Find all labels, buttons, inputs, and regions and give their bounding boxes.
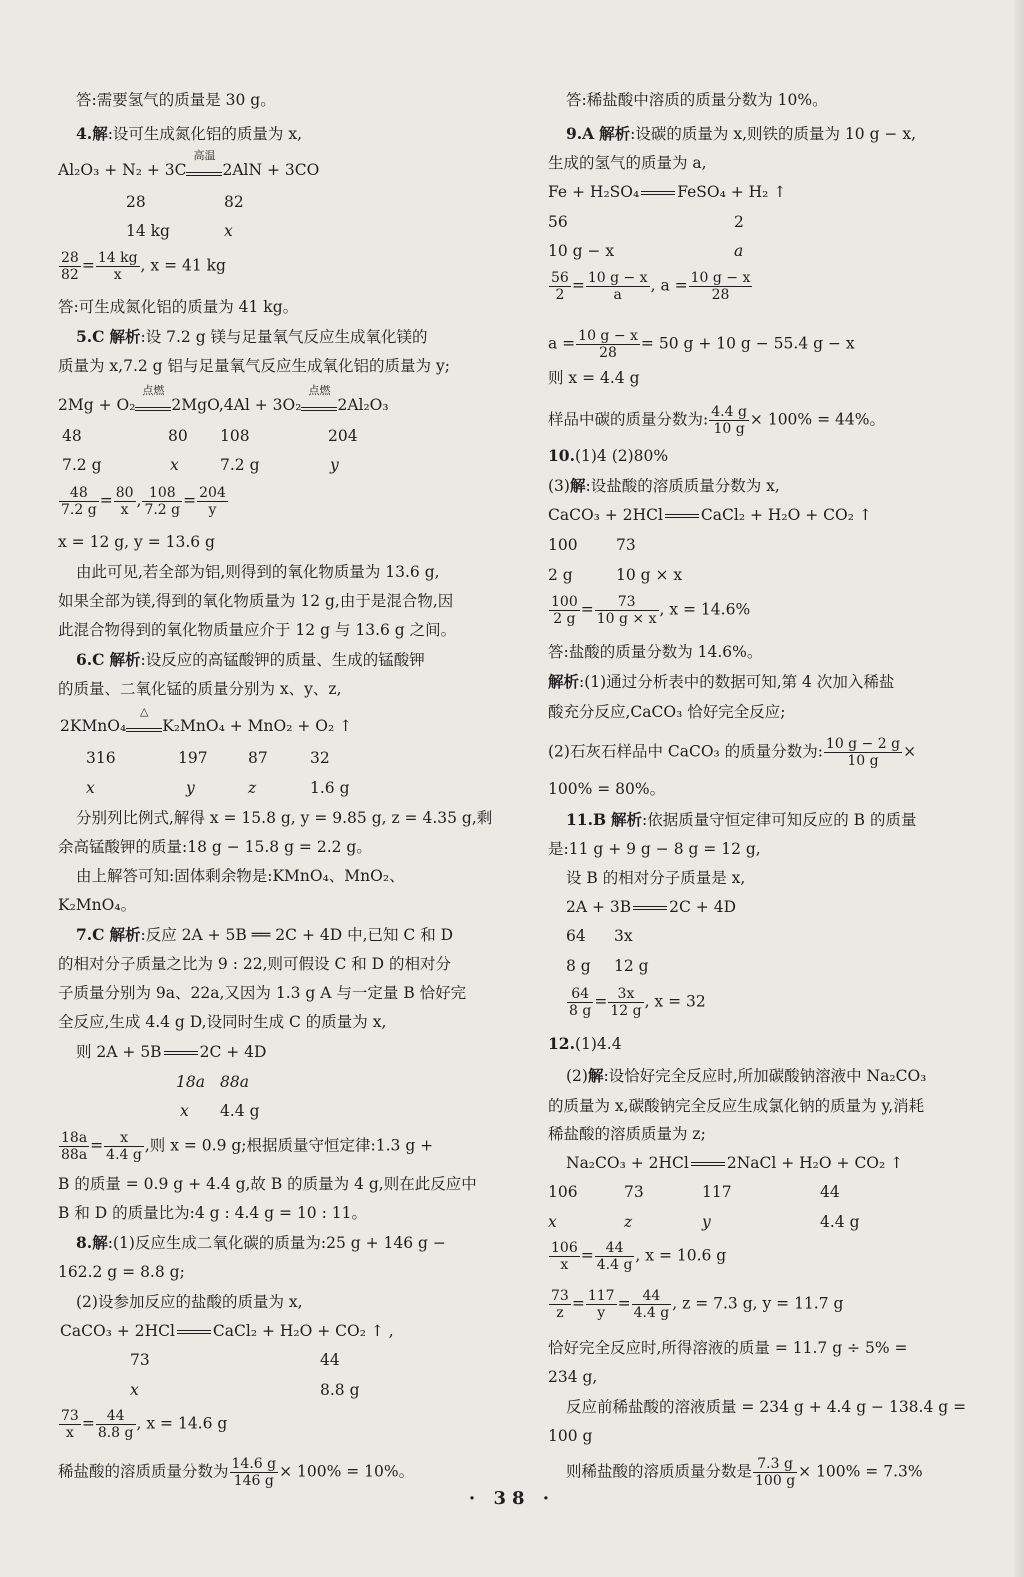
q6-conclusion-4: K₂MnO₄。	[58, 896, 137, 914]
q8-equation: CaCO₃ + 2HCl CaCl₂ + H₂O + CO₂ ↑ ,	[60, 1322, 394, 1340]
q9-conclusion: 样品中碳的质量分数为: $\frac{4.4 g}{10 g}$ × 100% = 44%。	[548, 404, 885, 437]
fraction: $\frac{73}{x}$	[61, 1408, 79, 1441]
q5-intro-2: 质量为 x,7.2 g 铝与足量氧气反应生成氧化铝的质量为 y;	[58, 357, 450, 375]
q6-row2-a: x	[86, 779, 95, 797]
q12-part2: (2)解:设恰好完全反应时,所加碳酸钠溶液中 Na₂CO₃	[566, 1066, 927, 1085]
q12-conclusion-4: 100 g	[548, 1427, 593, 1445]
q10-row2-a: 2 g	[548, 566, 573, 584]
q11-row2-a: 8 g	[566, 957, 591, 975]
q12-row2-d: 4.4 g	[820, 1213, 860, 1231]
fraction: $\frac{204}{y}$	[199, 485, 226, 518]
fraction: $\frac{x}{4.4 g}$	[106, 1130, 142, 1163]
q6-intro-2: 的质量、二氧化锰的质量分别为 x、y、z,	[58, 680, 342, 698]
q7-proportion: $\frac{18a}{88a}$ = $\frac{x}{4.4 g}$ ,则 x = 0.9 g;根据质量守恒定律:1.3 g +	[61, 1130, 434, 1163]
fraction: $\frac{10 g - 2 g}{10 g}$	[825, 736, 901, 769]
q12-text-3: 稀盐酸的溶质质量为 z;	[548, 1125, 706, 1143]
q8-intro-3: (2)设参加反应的盐酸的质量为 x,	[76, 1293, 303, 1311]
q12-row2-a: x	[548, 1213, 557, 1231]
q4-proportion: $\frac{28}{82}$ = $\frac{14 kg}{x}$ , x = 41 kg	[61, 250, 226, 283]
q5-row2-c: 7.2 g	[220, 456, 260, 474]
q11-equation: 2A + 3B 2C + 4D	[566, 898, 737, 916]
q8-row2-a: x	[130, 1381, 139, 1399]
fraction: $\frac{14.6 g}{146 g}$	[231, 1456, 277, 1489]
q6-intro: 6.C 解析:设反应的高锰酸钾的质量、生成的锰酸钾	[76, 650, 425, 669]
q9-row1-a: 56	[548, 213, 568, 231]
fraction: $\frac{14 kg}{x}$	[97, 250, 138, 283]
q5-conclusion-3: 此混合物得到的氧化物质量应介于 12 g 与 13.6 g 之间。	[58, 621, 457, 639]
q7-intro: 7.C 解析:反应 2A + 5B ══ 2C + 4D 中,已知 C 和 D	[76, 925, 454, 944]
q8-answer: 答:稀盐酸中溶质的质量分数为 10%。	[566, 91, 828, 109]
q10-answer: 答:盐酸的质量分数为 14.6%。	[548, 643, 763, 661]
q5-row2-d: y	[330, 456, 339, 474]
q6-row1-c: 87	[248, 749, 268, 767]
q5-result: x = 12 g, y = 13.6 g	[58, 533, 215, 551]
q10-row2-b: 10 g × x	[616, 566, 683, 584]
q8-row1-a: 73	[130, 1351, 150, 1369]
q12-conclusion-2: 234 g,	[548, 1368, 598, 1386]
q12-conclusion-1: 恰好完全反应时,所得溶液的质量 = 11.7 g ÷ 5% =	[548, 1339, 908, 1357]
q5-row2-b: x	[170, 456, 179, 474]
page-edge-shadow	[1014, 0, 1024, 1577]
q4-row2-b: x	[224, 222, 233, 240]
fraction: $\frac{28}{82}$	[61, 250, 79, 283]
q8-conclusion: 稀盐酸的溶质质量分数为 $\frac{14.6 g}{146 g}$ × 100% = 10%。	[58, 1456, 415, 1489]
fraction: $\frac{64}{8 g}$	[569, 986, 592, 1019]
q11-row2-b: 12 g	[614, 957, 649, 975]
answer-line: 答:需要氢气的质量是 30 g。	[76, 91, 276, 109]
q11-intro-2: 是:11 g + 9 g − 8 g = 12 g,	[548, 840, 761, 858]
q8-proportion: $\frac{73}{x}$ = $\frac{44}{8.8 g}$ , x = 14.6 g	[61, 1408, 228, 1441]
q12-conclusion-5: 则稀盐酸的溶质质量分数是 $\frac{7.3 g}{100 g}$ × 100% = 7.3%	[566, 1456, 923, 1489]
fraction: $\frac{7.3 g}{100 g}$	[755, 1456, 796, 1489]
q7-intro-4: 全反应,生成 4.4 g D,设同时生成 C 的质量为 x,	[58, 1013, 387, 1031]
q10-explain-2: 酸充分反应,CaCO₃ 恰好完全反应;	[548, 703, 786, 721]
q5-proportion: $\frac{48}{7.2 g}$ = $\frac{80}{x}$ , $\frac{108}{7.2 g}$ = $\frac{204}{y}$	[61, 485, 226, 518]
q12-row1-a: 106	[548, 1183, 578, 1201]
q6-conclusion-2: 余高锰酸钾的质量:18 g − 15.8 g = 2.2 g。	[58, 838, 372, 856]
q5-row2-a: 7.2 g	[62, 456, 102, 474]
q7-row1-b: 88a	[220, 1073, 249, 1091]
fraction: $\frac{106}{x}$	[551, 1240, 578, 1273]
q6-row1-b: 197	[178, 749, 208, 767]
fraction: $\frac{4.4 g}{10 g}$	[711, 404, 747, 437]
fraction: $\frac{10 g - x}{28}$	[690, 270, 751, 303]
q6-conclusion-3: 由上解答可知:固体剩余物是:KMnO₄、MnO₂、	[76, 867, 405, 885]
q7-intro-2: 的相对分子质量之比为 9 : 22,则可假设 C 和 D 的相对分	[58, 955, 452, 973]
fraction: $\frac{10 g - x}{28}$	[578, 328, 638, 361]
q8-intro-2: 162.2 g = 8.8 g;	[58, 1263, 185, 1281]
q12-intro: 12.(1)4.4	[548, 1034, 622, 1053]
q5-conclusion-2: 如果全部为镁,得到的氧化物质量为 12 g,由于是混合物,因	[58, 592, 454, 610]
q10-explain-1: 解析:(1)通过分析表中的数据可知,第 4 次加入稀盐	[548, 672, 895, 691]
q11-intro: 11.B 解析:依据质量守恒定律可知反应的 B 的质量	[566, 810, 917, 829]
fraction: $\frac{44}{4.4 g}$	[633, 1288, 670, 1321]
q7-conclusion-1: B 的质量 = 0.9 g + 4.4 g,故 B 的质量为 4 g,则在此反应中	[58, 1175, 477, 1193]
q7-row2-b: 4.4 g	[220, 1102, 260, 1120]
q9-equation: Fe + H₂SO₄ FeSO₄ + H₂ ↑	[548, 183, 787, 201]
q11-intro-3: 设 B 的相对分子质量是 x,	[566, 869, 746, 887]
q9-intro-2: 生成的氢气的质量为 a,	[548, 154, 707, 172]
q10-row1-b: 73	[616, 536, 636, 554]
fraction: $\frac{73}{10 g \times x}$	[596, 594, 657, 627]
q9-intro: 9.A 解析:设碳的质量为 x,则铁的质量为 10 g − x,	[566, 124, 916, 143]
q12-row1-c: 117	[702, 1183, 732, 1201]
page-number: · 38 ·	[468, 1488, 556, 1509]
q4-row2-a: 14 kg	[126, 222, 170, 240]
q11-row1-a: 64	[566, 927, 586, 945]
fraction: $\frac{3x}{12 g}$	[610, 986, 642, 1019]
fraction: $\frac{108}{7.2 g}$	[144, 485, 181, 518]
q9-row2-a: 10 g − x	[548, 242, 615, 260]
q4-row1-b: 82	[224, 193, 244, 211]
fraction: $\frac{44}{8.8 g}$	[97, 1408, 134, 1441]
fraction: $\frac{10 g - x}{a}$	[587, 270, 648, 303]
q4-intro: 4.解:设可生成氮化铝的质量为 x,	[76, 124, 303, 143]
q8-row1-b: 44	[320, 1351, 340, 1369]
q7-row2-a: x	[180, 1102, 189, 1120]
q6-row1-d: 32	[310, 749, 330, 767]
q8-row2-b: 8.8 g	[320, 1381, 360, 1399]
q6-row2-c: z	[248, 779, 257, 797]
q10-intro: 10.(1)4 (2)80%	[548, 446, 669, 465]
q10-proportion: $\frac{100}{2 g}$ = $\frac{73}{10 g \times x}$ , x = 14.6%	[551, 594, 751, 627]
q12-row1-d: 44	[820, 1183, 840, 1201]
q6-row2-b: y	[186, 779, 195, 797]
q10-row1-a: 100	[548, 536, 578, 554]
fraction: $\frac{73}{z}$	[551, 1288, 569, 1321]
q10-explain-4: 100% = 80%。	[548, 780, 666, 798]
fraction: $\frac{100}{2 g}$	[551, 594, 578, 627]
q7-equation: 则 2A + 5B 2C + 4D	[76, 1043, 267, 1061]
q12-proportion-1: $\frac{106}{x}$ = $\frac{44}{4.4 g}$ , x = 10.6 g	[551, 1240, 727, 1273]
q10-explain-3: (2)石灰石样品中 CaCO₃ 的质量分数为: $\frac{10 g - 2 g}{10 g}$ ×	[548, 736, 917, 769]
q12-conclusion-3: 反应前稀盐酸的溶液质量 = 234 g + 4.4 g − 138.4 g =	[566, 1398, 967, 1416]
q11-proportion: $\frac{64}{8 g}$ = $\frac{3x}{12 g}$ , x = 32	[569, 986, 706, 1019]
q11-row1-b: 3x	[614, 927, 633, 945]
q10-part3: (3)解:设盐酸的溶质质量分数为 x,	[548, 476, 780, 495]
q6-equation: 2KMnO₄ △ K₂MnO₄ + MnO₂ + O₂ ↑	[60, 705, 353, 735]
fraction: $\frac{80}{x}$	[115, 485, 134, 518]
q5-row1-a: 48	[62, 427, 82, 445]
q4-answer: 答:可生成氮化铝的质量为 41 kg。	[58, 298, 299, 316]
q6-conclusion-1: 分别列比例式,解得 x = 15.8 g, y = 9.85 g, z = 4.35 g,剩	[76, 809, 493, 827]
q4-equation: Al₂O₃ + N₂ + 3C 高温 2AlN + 3CO	[58, 149, 320, 179]
q7-intro-3: 子质量分别为 9a、22a,又因为 1.3 g A 与一定量 B 恰好完	[58, 984, 467, 1002]
q5-equation: 2Mg + O₂ 点燃 2MgO,4Al + 3O₂ 点燃 2Al₂O₃	[58, 384, 389, 414]
fraction: $\frac{18a}{88a}$	[61, 1130, 88, 1163]
q7-conclusion-2: B 和 D 的质量比为:4 g : 4.4 g = 10 : 11。	[58, 1204, 367, 1222]
q9-step: a = $\frac{10 g - x}{28}$ = 50 g + 10 g − 55.4 g − x	[548, 328, 855, 361]
q10-equation: CaCO₃ + 2HCl CaCl₂ + H₂O + CO₂ ↑	[548, 506, 872, 524]
q12-row2-b: z	[624, 1213, 633, 1231]
q4-row1-a: 28	[126, 193, 146, 211]
q12-row2-c: y	[702, 1213, 711, 1231]
q6-row2-d: 1.6 g	[310, 779, 350, 797]
q5-conclusion-1: 由此可见,若全部为铝,则得到的氧化物质量为 13.6 g,	[76, 563, 440, 581]
q12-proportion-2: $\frac{73}{z}$ = $\frac{117}{y}$ = $\frac{44}{4.4 g}$ , z = 7.3 g, y = 11.7 g	[551, 1288, 844, 1321]
fraction: $\frac{44}{4.4 g}$	[596, 1240, 633, 1273]
q5-row1-b: 80	[168, 427, 188, 445]
q8-intro: 8.解:(1)反应生成二氧化碳的质量为:25 g + 146 g −	[76, 1233, 446, 1252]
fraction: $\frac{48}{7.2 g}$	[61, 485, 97, 518]
q6-row1-a: 316	[86, 749, 116, 767]
q12-row1-b: 73	[624, 1183, 644, 1201]
q9-proportion: $\frac{56}{2}$ = $\frac{10 g - x}{a}$ , a = $\frac{10 g - x}{28}$	[551, 270, 751, 303]
q5-row1-d: 204	[328, 427, 358, 445]
q7-row1-a: 18a	[176, 1073, 205, 1091]
q9-row1-b: 2	[734, 213, 744, 231]
q9-then: 则 x = 4.4 g	[548, 369, 640, 387]
fraction: $\frac{117}{y}$	[587, 1288, 615, 1321]
q5-row1-c: 108	[220, 427, 250, 445]
fraction: $\frac{56}{2}$	[551, 270, 569, 303]
q12-text-2: 的质量为 x,碳酸钠完全反应生成氯化钠的质量为 y,消耗	[548, 1097, 925, 1115]
q12-equation: Na₂CO₃ + 2HCl 2NaCl + H₂O + CO₂ ↑	[566, 1154, 904, 1172]
q9-row2-b: a	[734, 242, 744, 260]
q5-intro: 5.C 解析:设 7.2 g 镁与足量氧气反应生成氧化镁的	[76, 327, 428, 346]
